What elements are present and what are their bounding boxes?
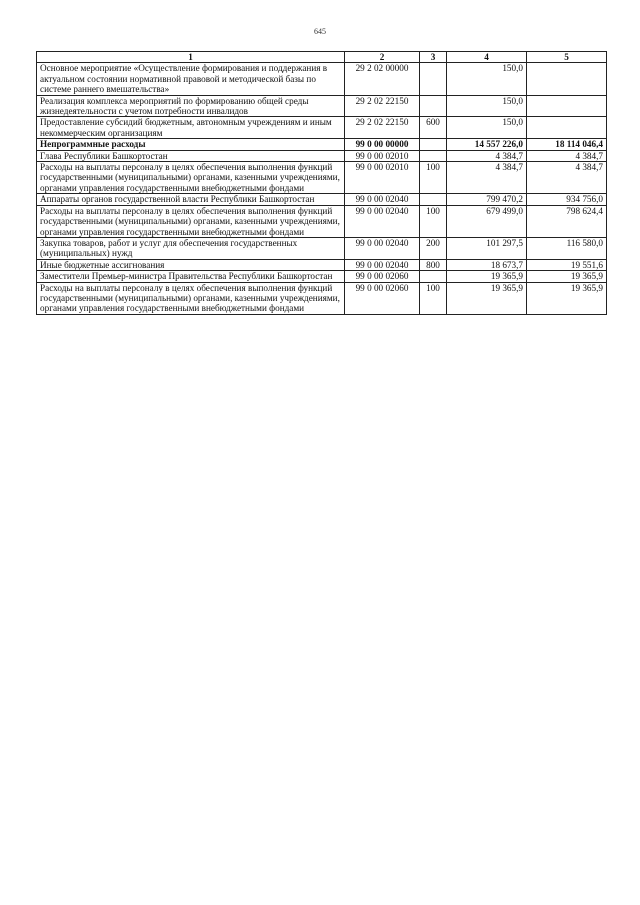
expense-type-cell: [420, 95, 447, 117]
amount-col4-cell: 19 365,9: [447, 282, 527, 314]
table-row: [37, 63, 607, 95]
amount-col4-cell: 150,0: [447, 95, 527, 117]
table-row: [37, 117, 607, 139]
row-name-cell: Основное мероприятие «Осуществление формирования и поддержания в актуальном состоянии нормативной правовой и методической базы по системе раннего вмешательства»: [37, 63, 345, 95]
table-row: [37, 162, 607, 194]
budget-code-cell: 99 0 00 00000: [345, 139, 420, 150]
row-name-cell: Заместители Премьер-министра Правительства Республики Башкортостан: [37, 271, 345, 282]
amount-col5-cell: 19 365,9: [527, 282, 607, 314]
amount-col4-cell: 799 470,2: [447, 194, 527, 205]
budget-code-cell: 99 0 00 02010: [345, 162, 420, 194]
amount-col4-cell: 101 297,5: [447, 237, 527, 259]
amount-col5-cell: [527, 95, 607, 117]
page-number: 645: [314, 27, 326, 36]
table-row: [37, 95, 607, 117]
row-name-cell: Глава Республики Башкортостан: [37, 150, 345, 161]
table-row: [37, 139, 607, 150]
budget-code-cell: 99 0 00 02040: [345, 237, 420, 259]
column-header-4: 4: [447, 52, 527, 63]
amount-col5-cell: 934 756,0: [527, 194, 607, 205]
expense-type-cell: 800: [420, 259, 447, 270]
expense-type-cell: [420, 271, 447, 282]
column-header-2: 2: [345, 52, 420, 63]
row-name-cell: Реализация комплекса мероприятий по формированию общей среды жизнедеятельности с учетом потребности инвалидов: [37, 95, 345, 117]
table-row: [37, 259, 607, 270]
amount-col5-cell: 116 580,0: [527, 237, 607, 259]
amount-col4-cell: 18 673,7: [447, 259, 527, 270]
amount-col5-cell: [527, 117, 607, 139]
amount-col4-cell: 14 557 226,0: [447, 139, 527, 150]
amount-col5-cell: 19 551,6: [527, 259, 607, 270]
row-name-cell: Иные бюджетные ассигнования: [37, 259, 345, 270]
amount-col4-cell: 150,0: [447, 117, 527, 139]
budget-table: [36, 51, 607, 315]
expense-type-cell: 600: [420, 117, 447, 139]
budget-code-cell: 99 0 00 02060: [345, 271, 420, 282]
expense-type-cell: 100: [420, 205, 447, 237]
column-header-3: 3: [420, 52, 447, 63]
amount-col5-cell: [527, 63, 607, 95]
row-name-cell: Расходы на выплаты персоналу в целях обеспечения выполнения функций государственными (муниципальными) органами, казенными учреждениями, органами управления государственными внебюджетными фондами: [37, 162, 345, 194]
budget-code-cell: 29 2 02 00000: [345, 63, 420, 95]
amount-col5-cell: 19 365,9: [527, 271, 607, 282]
budget-code-cell: 99 0 00 02040: [345, 205, 420, 237]
amount-col4-cell: 150,0: [447, 63, 527, 95]
table-row: [37, 282, 607, 314]
amount-col5-cell: 4 384,7: [527, 162, 607, 194]
budget-code-cell: 99 0 00 02040: [345, 194, 420, 205]
expense-type-cell: [420, 139, 447, 150]
table-row: [37, 150, 607, 161]
amount-col5-cell: 18 114 046,4: [527, 139, 607, 150]
expense-type-cell: [420, 194, 447, 205]
column-header-5: 5: [527, 52, 607, 63]
budget-code-cell: 99 0 00 02040: [345, 259, 420, 270]
expense-type-cell: [420, 63, 447, 95]
row-name-cell: Расходы на выплаты персоналу в целях обеспечения выполнения функций государственными (муниципальными) органами, казенными учреждениями, органами управления государственными внебюджетными фондами: [37, 282, 345, 314]
budget-code-cell: 29 2 02 22150: [345, 95, 420, 117]
amount-col5-cell: 4 384,7: [527, 150, 607, 161]
row-name-cell: Аппараты органов государственной власти Республики Башкортостан: [37, 194, 345, 205]
table-row: [37, 205, 607, 237]
budget-code-cell: 99 0 00 02060: [345, 282, 420, 314]
amount-col4-cell: 4 384,7: [447, 162, 527, 194]
amount-col5-cell: 798 624,4: [527, 205, 607, 237]
row-name-cell: Расходы на выплаты персоналу в целях обеспечения выполнения функций государственными (муниципальными) органами, казенными учреждениями, органами управления государственными внебюджетными фондами: [37, 205, 345, 237]
table-row: [37, 271, 607, 282]
expense-type-cell: 100: [420, 162, 447, 194]
budget-code-cell: 99 0 00 02010: [345, 150, 420, 161]
row-name-cell: Непрограммные расходы: [37, 139, 345, 150]
row-name-cell: Закупка товаров, работ и услуг для обеспечения государственных (муниципальных) нужд: [37, 237, 345, 259]
table-row: [37, 237, 607, 259]
amount-col4-cell: 679 499,0: [447, 205, 527, 237]
expense-type-cell: [420, 150, 447, 161]
table-row: [37, 194, 607, 205]
expense-type-cell: 200: [420, 237, 447, 259]
expense-type-cell: 100: [420, 282, 447, 314]
budget-code-cell: 29 2 02 22150: [345, 117, 420, 139]
column-header-1: 1: [37, 52, 345, 63]
table-header-row: [37, 52, 607, 63]
amount-col4-cell: 19 365,9: [447, 271, 527, 282]
row-name-cell: Предоставление субсидий бюджетным, автономным учреждениям и иным некоммерческим организациям: [37, 117, 345, 139]
amount-col4-cell: 4 384,7: [447, 150, 527, 161]
